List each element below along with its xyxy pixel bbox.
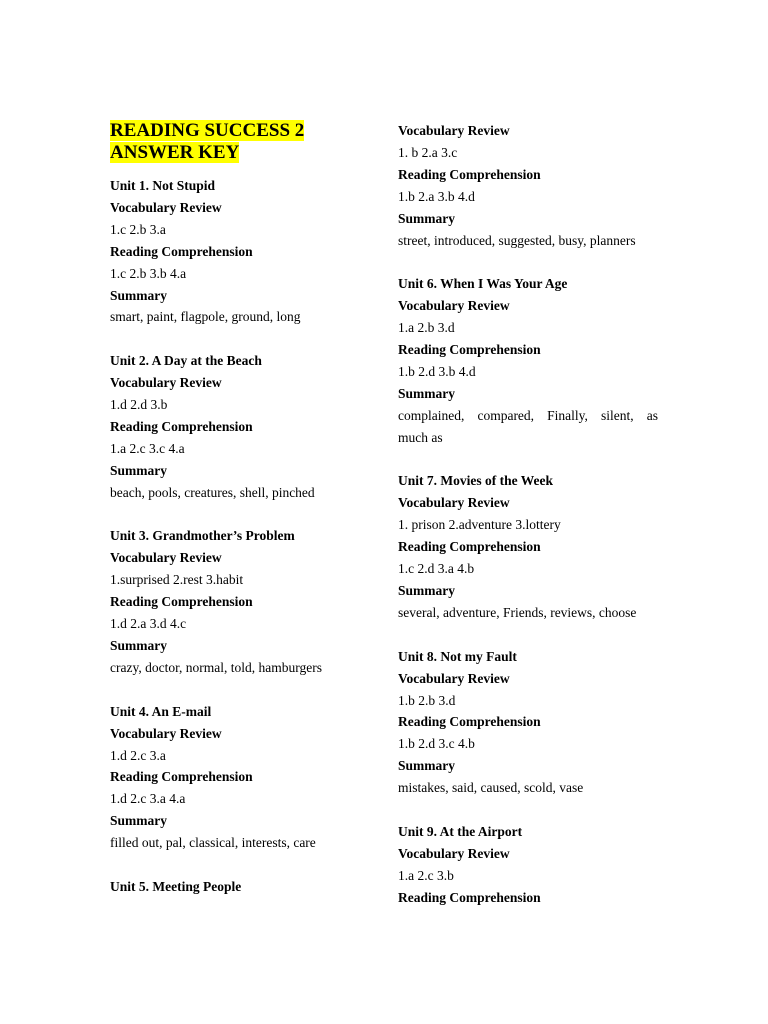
summary-answers-line-1 bbox=[398, 405, 658, 427]
unit-heading: Unit 9. At the Airport bbox=[398, 823, 523, 839]
rc-answers: 1.a 2.c 3.c 4.a bbox=[110, 440, 185, 456]
rc-answers: 1.d 2.c 3.a 4.a bbox=[110, 791, 186, 807]
unit-3-section bbox=[110, 525, 368, 678]
summary-label: Summary bbox=[398, 583, 455, 598]
unit-5-continued bbox=[398, 120, 658, 251]
summary-answers: smart, paint, flagpole, ground, long bbox=[110, 309, 301, 325]
vocab-label: Vocabulary Review bbox=[110, 725, 222, 741]
vocab-label: Vocabulary Review bbox=[110, 199, 222, 215]
vocab-label: Vocabulary Review bbox=[398, 845, 510, 861]
summary-word: complained, bbox=[398, 407, 465, 423]
vocab-answers: 1.d 2.d 3.b bbox=[110, 397, 168, 413]
rc-answers: 1.b 2.d 3.c 4.b bbox=[398, 736, 475, 752]
summary-answers: crazy, doctor, normal, told, hamburgers bbox=[110, 659, 323, 675]
vocab-answers: 1. prison 2.adventure 3.lottery bbox=[398, 517, 561, 533]
rc-label: Reading Comprehension bbox=[110, 243, 253, 259]
vocab-answers: 1. b 2.a 3.c bbox=[398, 144, 458, 160]
vocab-answers: 1.d 2.c 3.a bbox=[110, 747, 166, 763]
summary-label: Summary bbox=[110, 638, 167, 653]
unit-1-section bbox=[110, 175, 368, 328]
summary-answers-line-2: much as bbox=[398, 429, 443, 445]
rc-label: Reading Comprehension bbox=[110, 418, 253, 434]
unit-heading: Unit 5. Meeting People bbox=[110, 878, 242, 894]
unit-heading: Unit 4. An E-mail bbox=[110, 703, 212, 719]
unit-heading: Unit 1. Not Stupid bbox=[110, 178, 216, 193]
unit-heading: Unit 8. Not my Fault bbox=[398, 648, 517, 664]
rc-label: Reading Comprehension bbox=[398, 889, 541, 905]
summary-answers: filled out, pal, classical, interests, care bbox=[110, 835, 316, 851]
rc-answers: 1.d 2.a 3.d 4.c bbox=[110, 616, 187, 632]
vocab-answers: 1.surprised 2.rest 3.habit bbox=[110, 572, 244, 588]
rc-label: Reading Comprehension bbox=[110, 594, 253, 610]
left-column bbox=[110, 120, 368, 898]
unit-8-section bbox=[398, 646, 658, 799]
vocab-label: Vocabulary Review bbox=[398, 123, 510, 138]
summary-word: as bbox=[646, 407, 658, 423]
rc-label: Reading Comprehension bbox=[110, 769, 253, 785]
summary-answers: several, adventure, Friends, reviews, choose bbox=[398, 604, 637, 620]
summary-answers: street, introduced, suggested, busy, planners bbox=[398, 232, 636, 248]
summary-word: Finally, bbox=[547, 407, 588, 423]
rc-answers: 1.b 2.d 3.b 4.d bbox=[398, 363, 476, 379]
summary-word: compared, bbox=[477, 407, 535, 423]
unit-6-section bbox=[398, 273, 658, 448]
unit-4-section bbox=[110, 701, 368, 854]
unit-heading: Unit 2. A Day at the Beach bbox=[110, 353, 262, 369]
vocab-answers: 1.b 2.b 3.d bbox=[398, 692, 456, 708]
vocab-answers: 1.c 2.b 3.a bbox=[110, 221, 166, 237]
summary-label: Summary bbox=[398, 758, 455, 774]
unit-heading: Unit 7. Movies of the Week bbox=[398, 473, 553, 489]
vocab-label: Vocabulary Review bbox=[398, 298, 510, 314]
rc-answers: 1.c 2.d 3.a 4.b bbox=[398, 561, 475, 577]
rc-answers: 1.b 2.a 3.b 4.d bbox=[398, 188, 475, 204]
summary-word: silent, bbox=[601, 407, 634, 423]
summary-answers: beach, pools, creatures, shell, pinched bbox=[110, 484, 315, 500]
summary-label: Summary bbox=[398, 385, 455, 401]
rc-label: Reading Comprehension bbox=[398, 166, 541, 182]
rc-label: Reading Comprehension bbox=[398, 539, 541, 555]
unit-heading: Unit 3. Grandmother’s Problem bbox=[110, 528, 295, 544]
vocab-label: Vocabulary Review bbox=[110, 375, 222, 391]
title-line-2: ANSWER KEY bbox=[110, 142, 240, 163]
unit-9-section bbox=[398, 821, 658, 909]
vocab-label: Vocabulary Review bbox=[398, 670, 510, 686]
vocab-label: Vocabulary Review bbox=[398, 495, 510, 511]
vocab-answers: 1.a 2.c 3.b bbox=[398, 867, 454, 883]
unit-heading: Unit 6. When I Was Your Age bbox=[398, 276, 568, 292]
summary-label: Summary bbox=[398, 210, 455, 226]
document-title bbox=[110, 120, 368, 164]
rc-label: Reading Comprehension bbox=[398, 714, 541, 730]
rc-answers: 1.c 2.b 3.b 4.a bbox=[110, 265, 187, 281]
title-line-1: READING SUCCESS 2 bbox=[110, 120, 305, 141]
unit-7-section bbox=[398, 470, 658, 623]
summary-label: Summary bbox=[110, 462, 167, 478]
unit-5-section bbox=[110, 876, 368, 898]
summary-label: Summary bbox=[110, 813, 167, 829]
summary-label: Summary bbox=[110, 287, 167, 303]
rc-label: Reading Comprehension bbox=[398, 342, 541, 358]
right-column bbox=[398, 120, 658, 909]
vocab-answers: 1.a 2.b 3.d bbox=[398, 320, 455, 336]
vocab-label: Vocabulary Review bbox=[110, 550, 222, 566]
summary-answers: mistakes, said, caused, scold, vase bbox=[398, 780, 584, 796]
unit-2-section bbox=[110, 350, 368, 503]
